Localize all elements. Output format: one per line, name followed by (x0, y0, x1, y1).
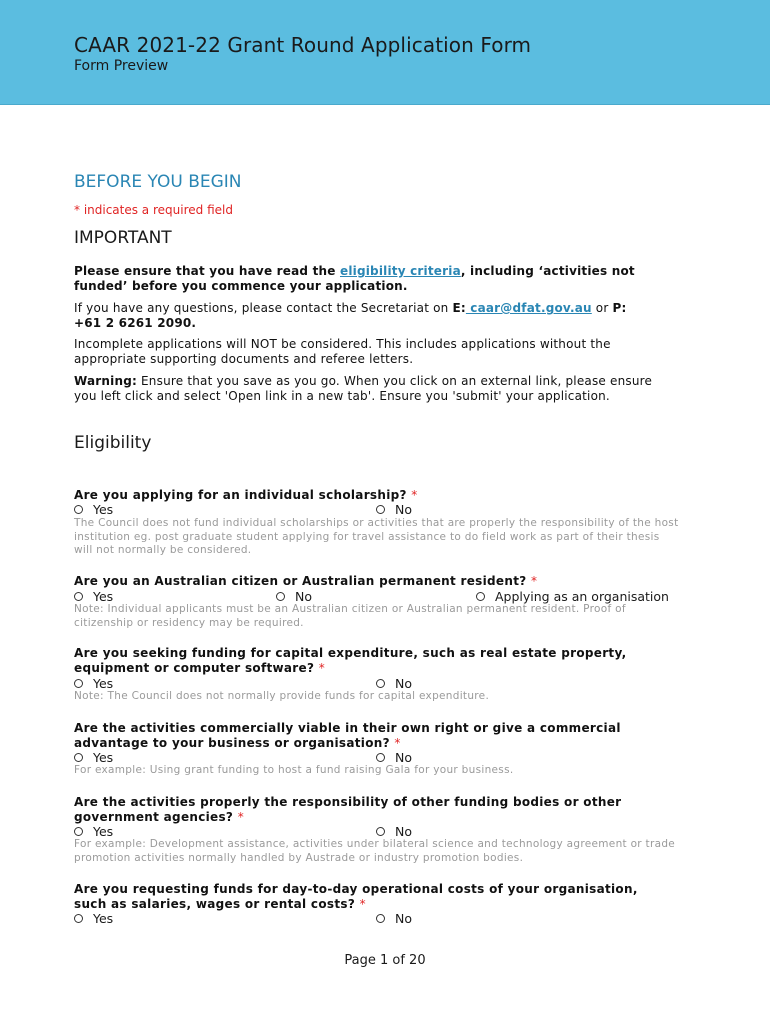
question-help-text: Note: The Council does not normally provide funds for capital expenditure. (74, 690, 490, 702)
question-commercially-viable (74, 721, 674, 751)
p2-or: or (591, 301, 613, 315)
radio-option-no[interactable] (376, 750, 412, 765)
important-paragraph-1 (74, 264, 674, 294)
radio-circle[interactable] (276, 592, 285, 601)
question-help-text: For example: Using grant funding to host a fund raising Gala for your business. (74, 764, 514, 776)
eligibility-criteria-link[interactable]: eligibility criteria (339, 264, 461, 278)
radio-option-yes[interactable] (74, 676, 113, 691)
phone-number: +61 2 6261 2090. (74, 316, 197, 330)
question-capital-expenditure (74, 646, 674, 676)
option-label: Yes (93, 676, 114, 691)
question-other-funding-bodies (74, 795, 674, 825)
radio-circle[interactable] (74, 505, 83, 514)
radio-option-yes[interactable] (74, 589, 113, 604)
warning-text: Ensure that you save as you go. When you click on an external link, please ensure you left click and select 'Open link in a new tab'. Ensure you 'submit' your application. (74, 374, 653, 403)
question-text: Are you requesting funds for day-to-day operational costs of your organisation, such as salaries, wages or rental costs? (74, 882, 638, 911)
eligibility-heading: Eligibility (74, 433, 152, 453)
radio-circle[interactable] (376, 505, 385, 514)
radio-circle[interactable] (74, 753, 83, 762)
important-warning (74, 374, 674, 404)
required-marker: * (530, 574, 538, 588)
option-label: Yes (93, 911, 114, 926)
required-marker: * (237, 810, 244, 824)
required-marker: * (318, 661, 326, 675)
question-operational-costs (74, 882, 674, 912)
radio-circle[interactable] (376, 914, 385, 923)
radio-option-yes[interactable] (74, 911, 113, 926)
email-label: E: (452, 301, 466, 315)
option-label: No (395, 676, 412, 691)
important-paragraph-2 (74, 301, 674, 331)
form-header-banner (0, 0, 770, 105)
radio-option-organisation[interactable] (476, 589, 669, 604)
section-heading: BEFORE YOU BEGIN (74, 172, 242, 192)
p1-text-before: Please ensure that you have read the (74, 264, 340, 278)
required-marker: * (394, 736, 401, 750)
option-label: Yes (93, 589, 114, 604)
form-title: CAAR 2021-22 Grant Round Application Form (74, 33, 532, 57)
radio-circle[interactable] (376, 827, 385, 836)
option-label: No (395, 911, 412, 926)
radio-option-no[interactable] (376, 911, 412, 926)
radio-circle[interactable] (376, 753, 385, 762)
question-text: Are you applying for an individual scholarship? (74, 488, 407, 502)
radio-circle[interactable] (476, 592, 485, 601)
radio-option-no[interactable] (376, 502, 412, 517)
important-paragraph-3: Incomplete applications will NOT be considered. This includes applications without the appropriate supporting documents and referee letters. (74, 337, 611, 366)
radio-option-no[interactable] (376, 676, 412, 691)
question-text: Are the activities properly the responsibility of other funding bodies or other government agencies? (74, 795, 622, 824)
p1-text-after: , including ‘activities not funded’ before you commence your application. (74, 264, 635, 293)
radio-option-no[interactable] (376, 824, 412, 839)
warning-label: Warning: (74, 374, 138, 388)
p2-text: If you have any questions, please contact the Secretariat on (74, 301, 453, 315)
required-marker: * (411, 488, 418, 502)
option-label: No (395, 750, 412, 765)
required-field-note: * indicates a required field (74, 203, 233, 217)
question-individual-scholarship (74, 488, 674, 503)
question-help-text: For example: Development assistance, activities under bilateral science and technology agreement or trade promotion activities normally handled by Austrade or industry promotion bodies. (74, 838, 676, 864)
required-marker: * (359, 897, 366, 911)
option-label: No (395, 502, 412, 517)
radio-option-yes[interactable] (74, 824, 113, 839)
question-text: Are the activities commercially viable in their own right or give a commercial advantage to your business or organisation? (74, 721, 621, 750)
question-help-text: Note: Individual applicants must be an Australian citizen or Australian permanent resident. Proof of citizenship or residency may be required. (74, 603, 626, 629)
phone-label: P: (612, 301, 627, 315)
radio-circle[interactable] (74, 592, 83, 601)
radio-circle[interactable] (74, 914, 83, 923)
important-heading: IMPORTANT (74, 228, 172, 248)
radio-circle[interactable] (376, 679, 385, 688)
page-number: Page 1 of 20 (344, 953, 426, 968)
question-text: Are you seeking funding for capital expenditure, such as real estate property, equipment or computer software? (74, 646, 627, 675)
radio-circle[interactable] (74, 827, 83, 836)
option-label: No (395, 824, 412, 839)
form-subtitle: Form Preview (74, 58, 169, 74)
option-label: Applying as an organisation (495, 589, 669, 604)
question-australian-citizen (74, 574, 674, 589)
option-label: Yes (93, 502, 114, 517)
radio-option-no[interactable] (276, 589, 312, 604)
radio-circle[interactable] (74, 679, 83, 688)
radio-option-yes[interactable] (74, 750, 113, 765)
email-link[interactable]: caar@dfat.gov.au (465, 301, 592, 315)
radio-option-yes[interactable] (74, 502, 113, 517)
option-label: Yes (93, 824, 114, 839)
option-label: Yes (93, 750, 114, 765)
option-label: No (295, 589, 312, 604)
question-text: Are you an Australian citizen or Australian permanent resident? (74, 574, 527, 588)
question-help-text: The Council does not fund individual scholarships or activities that are properly the responsibility of the host institution eg. post graduate student applying for travel assistance to do field work as part of their thesis will not normally be considered. (74, 517, 679, 556)
